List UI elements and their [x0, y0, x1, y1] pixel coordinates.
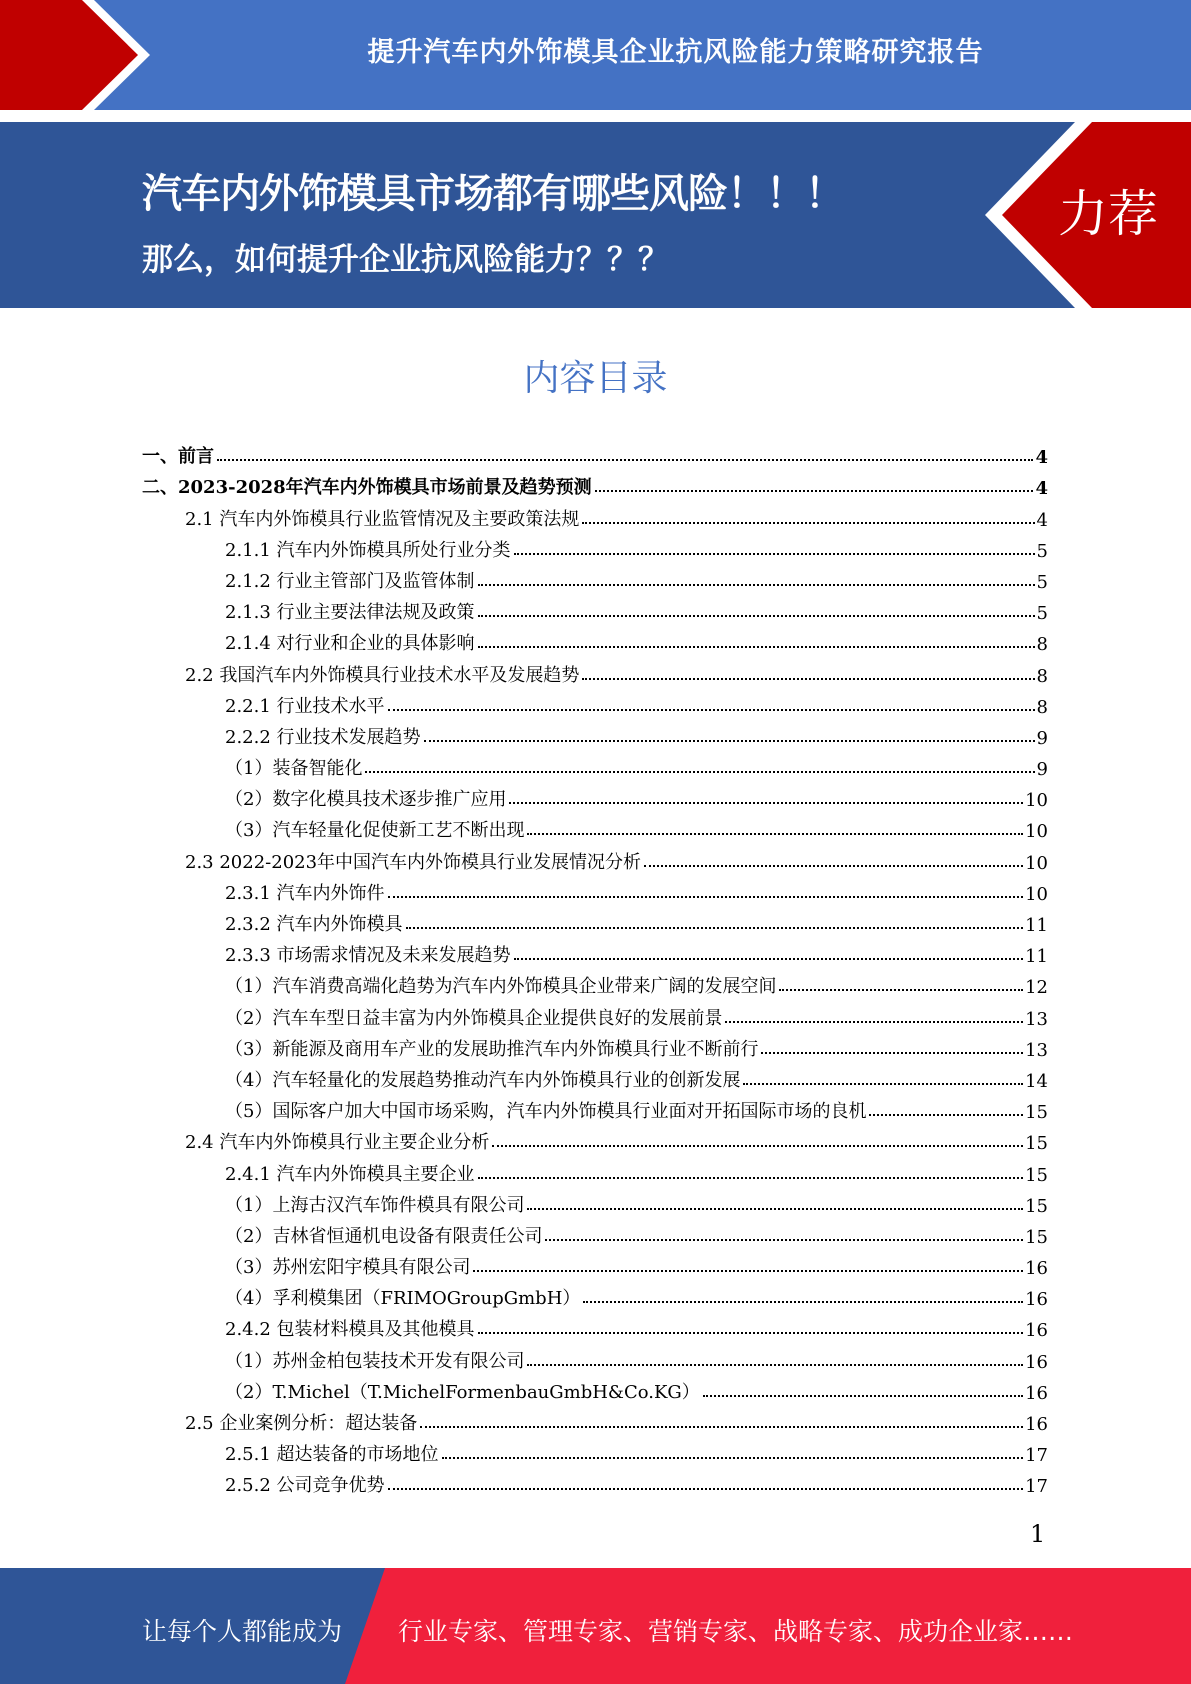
toc-entry-page: 17: [1025, 1445, 1048, 1467]
toc-entry-label: （1）汽车消费高端化趋势为汽车内外饰模具企业带来广阔的发展空间: [225, 976, 777, 998]
toc-entry-label: （2）汽车车型日益丰富为内外饰模具企业提供良好的发展前景: [225, 1007, 723, 1029]
toc-leader-dots: [509, 802, 1023, 804]
toc-entry-label: （4）孚利模集团（FRIMOGroupGmbH）: [225, 1288, 581, 1310]
toc-entry-page: 16: [1025, 1414, 1048, 1435]
toc-entry[interactable]: [142, 468, 1048, 499]
toc-leader-dots: [527, 833, 1023, 835]
toc-entry-label: 2.2.2 行业技术发展趋势: [225, 726, 421, 748]
toc-entry[interactable]: [142, 1186, 1048, 1217]
toc-leader-dots: [514, 958, 1024, 960]
toc-entry-page: 16: [1025, 1289, 1048, 1311]
toc-entry[interactable]: [142, 1123, 1048, 1154]
toc-entry-label: 2.3 2022-2023年中国汽车内外饰模具行业发展情况分析: [185, 851, 642, 873]
toc-entry[interactable]: [142, 874, 1048, 905]
toc-entry-page: 11: [1025, 946, 1048, 968]
toc-leader-dots: [492, 1145, 1023, 1147]
toc-leader-dots: [406, 927, 1024, 929]
table-of-contents: [142, 437, 1048, 1497]
toc-leader-dots: [442, 1457, 1024, 1459]
toc-entry-page: 15: [1025, 1164, 1048, 1186]
toc-entry-label: （4）汽车轻量化的发展趋势推动汽车内外饰模具行业的创新发展: [225, 1069, 741, 1091]
toc-entry-page: 10: [1025, 852, 1048, 874]
toc-entry-page: 13: [1025, 1039, 1048, 1061]
toc-entry-page: 9: [1036, 727, 1048, 749]
toc-entry-label: （5）国际客户加大中国市场采购，汽车内外饰模具行业面对开拓国际市场的良机: [225, 1101, 867, 1123]
toc-entry[interactable]: [142, 1279, 1048, 1310]
toc-entry[interactable]: [142, 687, 1048, 718]
toc-entry-label: （2）T.Michel（T.MichelFormenbauGmbH&Co.KG）: [225, 1381, 700, 1403]
toc-entry-page: 5: [1036, 571, 1048, 593]
toc-leader-dots: [217, 459, 1033, 461]
toc-entry-page: 8: [1036, 634, 1048, 656]
toc-entry-page: 10: [1025, 790, 1048, 812]
toc-leader-dots: [424, 740, 1035, 742]
toc-leader-dots: [527, 1208, 1023, 1210]
toc-entry-page: 16: [1025, 1258, 1048, 1280]
toc-entry-label: 2.5.2 公司竞争优势: [225, 1475, 385, 1497]
toc-entry[interactable]: [142, 905, 1048, 936]
toc-entry-label: 2.3.2 汽车内外饰模具: [225, 914, 403, 935]
toc-entry-label: 2.2.1 行业技术水平: [225, 695, 385, 717]
toc-leader-dots: [365, 771, 1034, 773]
toc-entry-page: 4: [1035, 447, 1048, 469]
toc-entry[interactable]: [142, 1466, 1048, 1497]
toc-entry-page: 15: [1025, 1195, 1048, 1217]
toc-entry-label: 2.5.1 超达装备的市场地位: [225, 1444, 439, 1466]
toc-entry-label: 一、前言: [142, 446, 214, 468]
toc-leader-dots: [388, 896, 1024, 898]
toc-entry-label: （2）数字化模具技术逐步推广应用: [225, 789, 507, 811]
footer-slogan-left: 让每个人都能成为: [142, 1617, 343, 1646]
toc-entry-page: 15: [1025, 1226, 1048, 1248]
toc-leader-dots: [388, 709, 1035, 711]
toc-entry[interactable]: [142, 811, 1048, 842]
toc-entry[interactable]: [142, 655, 1048, 686]
toc-leader-dots: [644, 865, 1023, 867]
toc-entry[interactable]: [142, 593, 1048, 624]
toc-entry-page: 14: [1025, 1070, 1048, 1092]
toc-leader-dots: [595, 490, 1034, 492]
toc-leader-dots: [478, 584, 1035, 586]
toc-entry-label: 2.4.2 包装材料模具及其他模具: [225, 1319, 475, 1341]
toc-entry-label: 2.4.1 汽车内外饰模具主要企业: [225, 1163, 475, 1185]
toc-entry[interactable]: [142, 718, 1048, 749]
toc-entry[interactable]: [142, 437, 1048, 468]
toc-entry-page: 16: [1025, 1382, 1048, 1404]
toc-leader-dots: [478, 615, 1035, 617]
toc-entry-page: 16: [1025, 1320, 1048, 1342]
toc-entry[interactable]: [142, 842, 1048, 873]
toc-entry[interactable]: [142, 624, 1048, 655]
hero-headline: 汽车内外饰模具市场都有哪些风险！！！: [142, 171, 844, 217]
toc-leader-dots: [420, 1426, 1023, 1428]
toc-entry[interactable]: [142, 1341, 1048, 1372]
toc-entry[interactable]: [142, 998, 1048, 1029]
toc-entry-label: （1）装备智能化: [225, 758, 363, 780]
toc-entry-label: （2）吉林省恒通机电设备有限责任公司: [225, 1225, 543, 1247]
toc-entry-page: 4: [1035, 478, 1048, 500]
toc-entry-label: 2.5 企业案例分析：超达装备: [185, 1413, 418, 1434]
toc-entry[interactable]: [142, 531, 1048, 562]
toc-entry[interactable]: [142, 1310, 1048, 1341]
toc-entry-label: 二、2023-2028年汽车内外饰模具市场前景及趋势预测: [142, 477, 592, 499]
toc-entry-label: （3）新能源及商用车产业的发展助推汽车内外饰模具行业不断前行: [225, 1038, 759, 1060]
toc-leader-dots: [583, 1301, 1023, 1303]
hero-banner: [0, 122, 1191, 308]
toc-entry[interactable]: [142, 780, 1048, 811]
toc-entry-page: 5: [1036, 540, 1048, 562]
toc-leader-dots: [473, 1270, 1023, 1272]
toc-entry-page: 16: [1025, 1351, 1048, 1373]
recommend-badge: 力荐: [1058, 185, 1158, 243]
toc-entry[interactable]: [142, 1061, 1048, 1092]
toc-entry-label: 2.1 汽车内外饰模具行业监管情况及主要政策法规: [185, 508, 580, 530]
report-title: 提升汽车内外饰模具企业抗风险能力策略研究报告: [367, 37, 984, 68]
toc-entry-label: （3）苏州宏阳宇模具有限公司: [225, 1257, 471, 1279]
toc-entry[interactable]: [142, 1248, 1048, 1279]
toc-leader-dots: [761, 1052, 1023, 1054]
toc-entry[interactable]: [142, 967, 1048, 998]
toc-entry-label: 2.3.3 市场需求情况及未来发展趋势: [225, 945, 511, 967]
toc-entry[interactable]: [142, 1030, 1048, 1061]
toc-entry[interactable]: [142, 1404, 1048, 1435]
footer-banner: [0, 1568, 1191, 1684]
toc-entry-page: 5: [1036, 603, 1048, 625]
toc-leader-dots: [514, 553, 1035, 555]
toc-entry-page: 10: [1025, 821, 1048, 843]
toc-entry-label: （1）上海古汉汽车饰件模具有限公司: [225, 1194, 525, 1216]
toc-entry-page: 4: [1036, 509, 1048, 531]
toc-entry-page: 10: [1025, 883, 1048, 905]
toc-entry[interactable]: [142, 936, 1048, 967]
toc-entry-page: 11: [1025, 915, 1048, 936]
toc-leader-dots: [869, 1114, 1023, 1116]
toc-entry[interactable]: [142, 1217, 1048, 1248]
toc-entry-label: 2.3.1 汽车内外饰件: [225, 882, 385, 904]
toc-leader-dots: [779, 989, 1023, 991]
toc-entry-page: 15: [1025, 1133, 1048, 1155]
toc-entry[interactable]: [142, 1435, 1048, 1466]
toc-entry-label: （1）苏州金柏包装技术开发有限公司: [225, 1350, 525, 1372]
toc-entry-label: 2.4 汽车内外饰模具行业主要企业分析: [185, 1132, 490, 1154]
footer-slogan-right: 行业专家、管理专家、营销专家、战略专家、成功企业家……: [398, 1617, 1074, 1646]
toc-entry[interactable]: [142, 499, 1048, 530]
toc-entry-label: 2.1.1 汽车内外饰模具所处行业分类: [225, 539, 511, 561]
toc-entry-page: 8: [1036, 665, 1048, 687]
toc-leader-dots: [388, 1488, 1024, 1490]
toc-entry-label: 2.1.3 行业主要法律法规及政策: [225, 602, 475, 624]
toc-entry-page: 13: [1025, 1008, 1048, 1030]
toc-entry[interactable]: [142, 1373, 1048, 1404]
toc-leader-dots: [582, 678, 1034, 680]
toc-entry[interactable]: [142, 749, 1048, 780]
toc-entry-page: 9: [1036, 759, 1048, 781]
red-chevron-decoration: [0, 0, 160, 110]
toc-entry-label: 2.1.4 对行业和企业的具体影响: [225, 633, 475, 655]
toc-entry-page: 15: [1025, 1102, 1048, 1124]
toc-leader-dots: [582, 522, 1034, 524]
toc-leader-dots: [478, 1177, 1024, 1179]
toc-title: 内容目录: [523, 358, 668, 399]
toc-entry[interactable]: [142, 562, 1048, 593]
toc-entry-label: 2.1.2 行业主管部门及监管体制: [225, 570, 475, 592]
hero-subheadline: 那么，如何提升企业抗风险能力？？？: [142, 242, 669, 278]
toc-entry-label: （3）汽车轻量化促使新工艺不断出现: [225, 820, 525, 842]
toc-entry-page: 8: [1036, 696, 1048, 718]
top-banner: [0, 0, 1191, 110]
toc-leader-dots: [725, 1021, 1023, 1023]
page-number: 1: [1030, 1520, 1046, 1548]
toc-leader-dots: [478, 1332, 1024, 1334]
toc-entry[interactable]: [142, 1092, 1048, 1123]
toc-entry-label: 2.2 我国汽车内外饰模具行业技术水平及发展趋势: [185, 664, 580, 686]
toc-leader-dots: [478, 646, 1035, 648]
toc-leader-dots: [703, 1395, 1023, 1397]
toc-entry[interactable]: [142, 1154, 1048, 1185]
toc-leader-dots: [743, 1083, 1023, 1085]
toc-entry-page: 17: [1025, 1476, 1048, 1498]
toc-leader-dots: [527, 1364, 1023, 1366]
toc-entry-page: 12: [1025, 977, 1048, 999]
toc-leader-dots: [545, 1239, 1023, 1241]
